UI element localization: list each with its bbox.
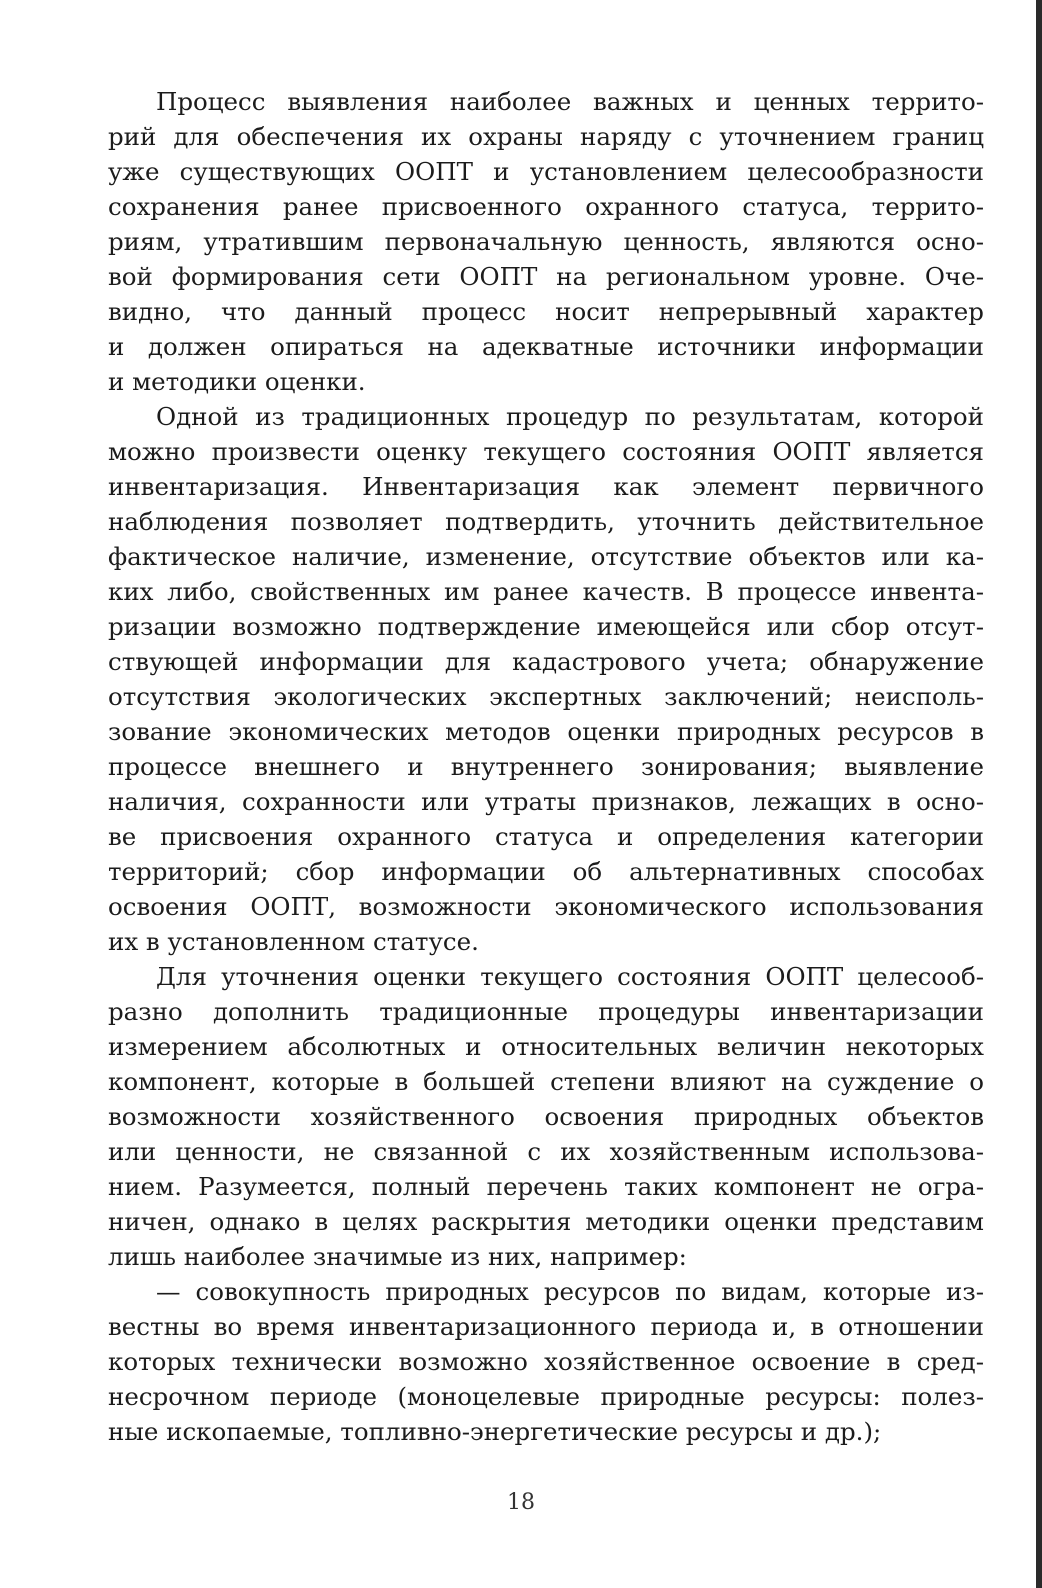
text-line: разно дополнить традиционные процедуры инвентаризации [108,997,984,1026]
text-line: вой формирования сети ООПТ на региональном уровне. Оче- [108,262,984,291]
text-line: рий для обеспечения их охраны наряду с уточнением границ [108,122,984,151]
text-line: фактическое наличие, изменение, отсутствие объектов или ка- [108,542,984,571]
text-line: их в установленном статусе. [108,927,479,956]
text-line: лишь наиболее значимые из них, например: [108,1242,687,1271]
text-line: компонент, которые в большей степени влияют на суждение о [108,1067,984,1096]
text-line: измерением абсолютных и относительных величин некоторых [108,1032,984,1061]
text-line: несрочном периоде (моноцелевые природные ресурсы: полез- [108,1382,984,1411]
text-line: отсутствия экологических экспертных заключений; неисполь- [108,682,984,711]
text-line: процессе внешнего и внутреннего зонирования; выявление [108,752,984,781]
text-line: территорий; сбор информации об альтернативных способах [108,857,984,886]
text-line: и должен опираться на адекватные источники информации [108,332,984,361]
text-line: ные ископаемые, топливно-энергетические ресурсы и др.); [108,1417,882,1446]
text-line: нием. Разумеется, полный перечень таких компонент не огра- [108,1172,984,1201]
text-line: наличия, сохранности или утраты признаков, лежащих в осно- [108,787,984,816]
text-line: или ценности, не связанной с их хозяйственным использова- [108,1137,984,1166]
page-number: 18 [507,1490,535,1515]
text-line: можно произвести оценку текущего состояния ООПТ является [108,437,984,466]
text-line: наблюдения позволяет подтвердить, уточнить действительное [108,507,984,536]
text-line: Процесс выявления наиболее важных и ценных террито- [156,87,984,116]
text-line: ве присвоения охранного статуса и определения категории [108,822,984,851]
text-line: уже существующих ООПТ и установлением целесообразности [108,157,984,186]
text-line: видно, что данный процесс носит непрерывный характер [108,297,984,326]
text-line: возможности хозяйственного освоения природных объектов [108,1102,984,1131]
text-line: зование экономических методов оценки природных ресурсов в [108,717,984,746]
text-line: инвентаризация. Инвентаризация как элемент первичного [108,472,984,501]
body-text [108,84,984,1449]
text-line: ризации возможно подтверждение имеющейся или сбор отсут- [108,612,984,641]
text-line: и методики оценки. [108,367,366,396]
text-line: ствующей информации для кадастрового учета; обнаружение [108,647,984,676]
list-item-line: — совокупность природных ресурсов по видам, которые из- [156,1277,984,1306]
text-line: сохранения ранее присвоенного охранного статуса, террито- [108,192,984,221]
text-line: риям, утратившим первоначальную ценность, являются осно- [108,227,984,256]
text-line: Одной из традиционных процедур по результатам, которой [156,402,984,431]
text-line: Для уточнения оценки текущего состояния ООПТ целесооб- [156,962,984,991]
text-line: освоения ООПТ, возможности экономического использования [108,892,984,921]
text-line: ничен, однако в целях раскрытия методики оценки представим [108,1207,984,1236]
text-line: которых технически возможно хозяйственное освоение в сред- [108,1347,984,1376]
text-line: ких либо, свойственных им ранее качеств. В процессе инвента- [108,577,984,606]
text-line: вестны во время инвентаризационного периода и, в отношении [108,1312,984,1341]
